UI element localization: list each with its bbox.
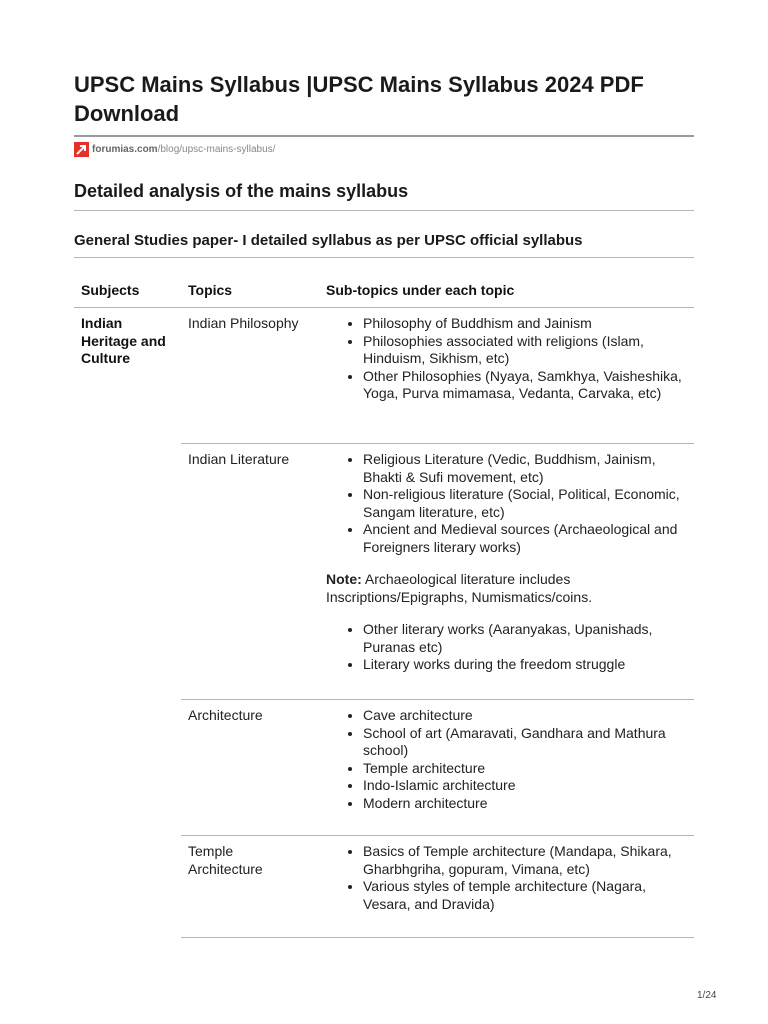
heading-divider xyxy=(74,210,694,211)
source-domain: forumias.com xyxy=(92,143,158,155)
subtopics-architecture xyxy=(326,707,694,812)
header-subtopics: Sub-topics under each topic xyxy=(326,282,515,298)
list-item: • Cave architecture xyxy=(363,707,694,725)
list-item: • Philosophy of Buddhism and Jainism xyxy=(363,315,694,333)
section-subheading: General Studies paper- I detailed syllabus as per UPSC official syllabus xyxy=(74,232,583,249)
topic-architecture: Architecture xyxy=(188,707,263,723)
title-divider xyxy=(74,135,694,137)
list-item: • School of art (Amaravati, Gandhara and Mathura school) xyxy=(363,725,694,760)
note-label: Note: xyxy=(326,571,362,587)
list-item: • Religious Literature (Vedic, Buddhism, Jainism, Bhakti & Sufi movement, etc) xyxy=(363,451,694,486)
literature-note xyxy=(326,571,694,606)
list-item: • Non-religious literature (Social, Political, Economic, Sangam literature, etc) xyxy=(363,486,694,521)
list-item: • Various styles of temple architecture (Nagara, Vesara, and Dravida) xyxy=(363,878,694,913)
list-item: • Basics of Temple architecture (Mandapa, Shikara, Gharbhgriha, gopuram, Vimana, etc) xyxy=(363,843,694,878)
subtopics-temple-architecture xyxy=(326,843,694,913)
list-item: • Ancient and Medieval sources (Archaeological and Foreigners literary works) xyxy=(363,521,694,556)
topic-indian-literature: Indian Literature xyxy=(188,451,290,467)
forumias-arrow-icon xyxy=(74,142,89,157)
subheading-divider xyxy=(74,257,694,258)
topic-indian-philosophy: Indian Philosophy xyxy=(188,315,299,331)
topic-temple-architecture: Temple Architecture xyxy=(188,843,263,877)
list-item: • Philosophies associated with religions (Islam, Hinduism, Sikhism, etc) xyxy=(363,333,694,368)
list-item: • Other Philosophies (Nyaya, Samkhya, Vaisheshika, Yoga, Purva mimamasa, Vedanta, Carvaka, etc) xyxy=(363,368,694,403)
header-divider xyxy=(74,307,694,308)
source-path: /blog/upsc-mains-syllabus/ xyxy=(157,143,276,155)
subtopics-indian-philosophy xyxy=(326,315,694,403)
list-item: • Temple architecture xyxy=(363,760,694,778)
list-item: • Literary works during the freedom struggle xyxy=(363,656,694,674)
list-item: • Modern architecture xyxy=(363,795,694,813)
page-number: 1/24 xyxy=(697,990,717,1001)
row-divider xyxy=(181,699,694,700)
row-divider xyxy=(181,443,694,444)
header-topics: Topics xyxy=(188,282,233,298)
subject-cell: Indian Heritage and Culture xyxy=(81,315,166,366)
list-item: • Other literary works (Aaranyakas, Upanishads, Puranas etc) xyxy=(363,621,694,656)
subtopics-indian-literature xyxy=(326,451,694,674)
list-item: • Indo-Islamic architecture xyxy=(363,777,694,795)
note-text: Archaeological literature includes Inscriptions/Epigraphs, Numismatics/coins. xyxy=(326,571,593,605)
header-subjects: Subjects xyxy=(81,282,140,298)
row-divider xyxy=(181,835,694,836)
row-divider xyxy=(181,937,694,938)
source-link[interactable] xyxy=(74,141,275,157)
section-heading: Detailed analysis of the mains syllabus xyxy=(74,181,409,201)
page-title: UPSC Mains Syllabus |UPSC Mains Syllabus 2024 PDF Download xyxy=(74,72,644,126)
